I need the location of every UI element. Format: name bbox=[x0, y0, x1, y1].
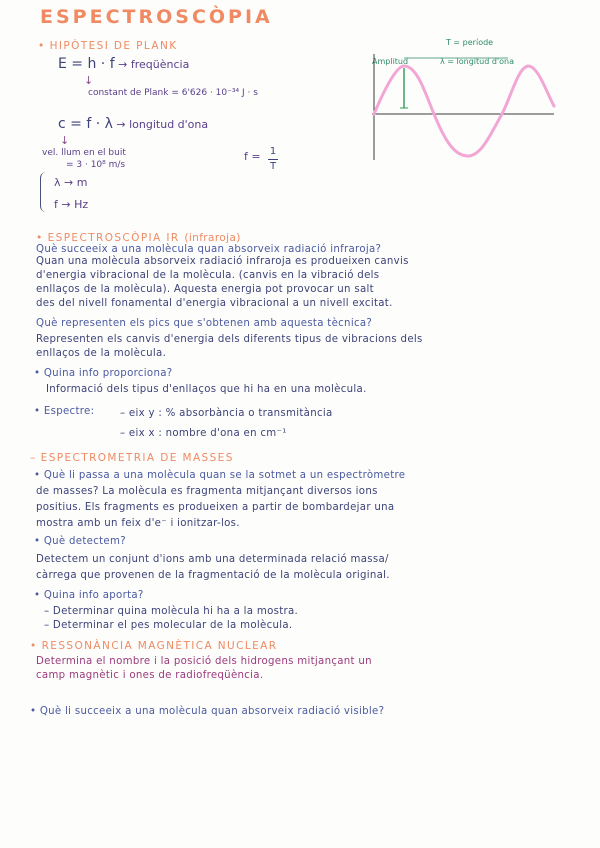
nmr-line-1: Determina el nombre i la posició dels hidrogens mitjançant un bbox=[36, 656, 372, 667]
ms-question-1 bbox=[34, 470, 405, 481]
heading-plank bbox=[38, 40, 178, 52]
fraction-numerator: 1 bbox=[269, 146, 277, 157]
ms-answer-2-line-2: càrrega que provenen de la fragmentació de la molècula original. bbox=[36, 570, 390, 581]
ir-question-3-text: Quina info proporciona? bbox=[43, 368, 173, 379]
ms-answer-1-line-3: mostra amb un feix d'e⁻ i ionitzar-los. bbox=[36, 518, 240, 529]
bullet-icon: • bbox=[34, 536, 44, 547]
ms-question-3-text: Quina info aporta? bbox=[43, 590, 144, 601]
ir-question-2: Què representen els pics que s'obtenen amb aquesta tècnica? bbox=[36, 318, 373, 329]
formula-energy-text: E = h · f bbox=[58, 56, 115, 72]
formula-light-speed-text: c = f · λ bbox=[58, 116, 113, 132]
fraction-denominator: T bbox=[269, 161, 277, 172]
arrow-down-icon: ↓ bbox=[60, 134, 70, 147]
heading-mass-spec bbox=[30, 452, 234, 464]
ms-answer-3-line-1: – Determinar quina molècula hi ha a la mostra. bbox=[44, 606, 299, 617]
wave-diagram bbox=[368, 36, 558, 166]
spectrum-axis-x: – eix x : nombre d'ona en cm⁻¹ bbox=[120, 428, 287, 439]
period-label: T = període bbox=[446, 38, 494, 47]
plank-constant: constant de Plank = 6'626 · 10⁻³⁴ J · s bbox=[88, 88, 258, 98]
spectrum-label bbox=[34, 406, 94, 417]
bullet-icon: • bbox=[36, 232, 44, 244]
wavelength-label: λ = longitud d'ona bbox=[440, 57, 514, 66]
heading-nmr bbox=[30, 640, 277, 652]
ir-answer-2-line-2: enllaços de la molècula. bbox=[36, 348, 167, 359]
ir-answer-1-line-3: enllaços de la molècula). Aquesta energia pot provocar un salt bbox=[36, 284, 374, 295]
ms-question-2 bbox=[34, 536, 126, 547]
ms-question-3 bbox=[34, 590, 144, 601]
heading-plank-text: HIPÒTESI DE PLANK bbox=[49, 40, 178, 52]
frequency-note: → freqüència bbox=[118, 58, 190, 71]
formula-energy bbox=[58, 56, 189, 72]
visible-question-text: Què li succeeix a una molècula quan absorveix radiació visible? bbox=[39, 706, 385, 717]
ms-answer-1-line-1: de masses? La molècula es fragmenta mitjançant diversos ions bbox=[36, 486, 378, 497]
bullet-icon: • bbox=[34, 368, 44, 379]
light-speed-value: = 3 · 10⁸ m/s bbox=[66, 160, 126, 170]
ir-answer-2-line-1: Representen els canvis d'energia dels diferents tipus de vibracions dels bbox=[36, 334, 423, 345]
nmr-line-2: camp magnètic i ones de radiofreqüència. bbox=[36, 670, 264, 681]
bullet-icon: • bbox=[38, 40, 46, 52]
heading-ir-text: ESPECTROSCÒPIA IR bbox=[47, 232, 180, 244]
bullet-icon: • bbox=[34, 406, 44, 417]
f-label: f = bbox=[244, 150, 261, 163]
units-brace bbox=[40, 172, 49, 212]
wavelength-note: → longitud d'ona bbox=[116, 118, 209, 131]
bullet-icon: – bbox=[30, 452, 37, 464]
heading-mass-spec-text: ESPECTROMETRIA DE MASSES bbox=[40, 452, 234, 464]
ir-answer-1-line-4: des del nivell fonamental d'energia vibracional a un nivell excitat. bbox=[36, 298, 393, 309]
heading-ir-sub: (infraroja) bbox=[184, 232, 241, 244]
formula-light-speed bbox=[58, 116, 208, 132]
ms-question-2-text: Què detectem? bbox=[43, 536, 126, 547]
unit-lambda: λ → m bbox=[54, 176, 88, 189]
ir-question-3 bbox=[34, 368, 172, 379]
bullet-icon: • bbox=[30, 640, 38, 652]
ir-question-1: Què succeeix a una molècula quan absorveix radiació infraroja? bbox=[36, 244, 382, 255]
bullet-icon: • bbox=[30, 706, 40, 717]
ms-answer-3-line-2: – Determinar el pes molecular de la molècula. bbox=[44, 620, 293, 631]
spectrum-axis-y: – eix y : % absorbància o transmitància bbox=[120, 408, 333, 419]
unit-frequency: f → Hz bbox=[54, 198, 89, 211]
heading-ir bbox=[36, 232, 241, 244]
bullet-icon: • bbox=[34, 590, 44, 601]
ir-answer-3: Informació dels tipus d'enllaços que hi ha en una molècula. bbox=[46, 384, 367, 395]
ir-answer-1-line-1: Quan una molècula absorveix radiació infraroja es produeixen canvis bbox=[36, 256, 409, 267]
ms-answer-2-line-1: Detectem un conjunt d'ions amb una determinada relació massa/ bbox=[36, 554, 389, 565]
ms-answer-1-line-2: positius. Els fragments es produeixen a partir de bombardejar una bbox=[36, 502, 395, 513]
arrow-down-icon: ↓ bbox=[84, 74, 94, 87]
wave-curve bbox=[374, 66, 554, 156]
amplitude-label: Amplitud bbox=[372, 57, 409, 66]
light-speed-note: vel. llum en el buit bbox=[42, 148, 126, 158]
bullet-icon: • bbox=[34, 470, 44, 481]
spectrum-label-text: Espectre: bbox=[43, 406, 95, 417]
frequency-fraction bbox=[268, 146, 278, 173]
ms-question-1-text: Què li passa a una molècula quan se la sotmet a un espectròmetre bbox=[43, 470, 406, 481]
ir-answer-1-line-2: d'energia vibracional de la molècula. (canvis en la vibració dels bbox=[36, 270, 380, 281]
heading-nmr-text: RESSONÀNCIA MAGNÈTICA NUCLEAR bbox=[41, 640, 278, 652]
page-title: ESPECTROSCÒPIA bbox=[40, 6, 273, 28]
visible-question bbox=[30, 706, 384, 717]
fraction-bar bbox=[268, 159, 278, 160]
